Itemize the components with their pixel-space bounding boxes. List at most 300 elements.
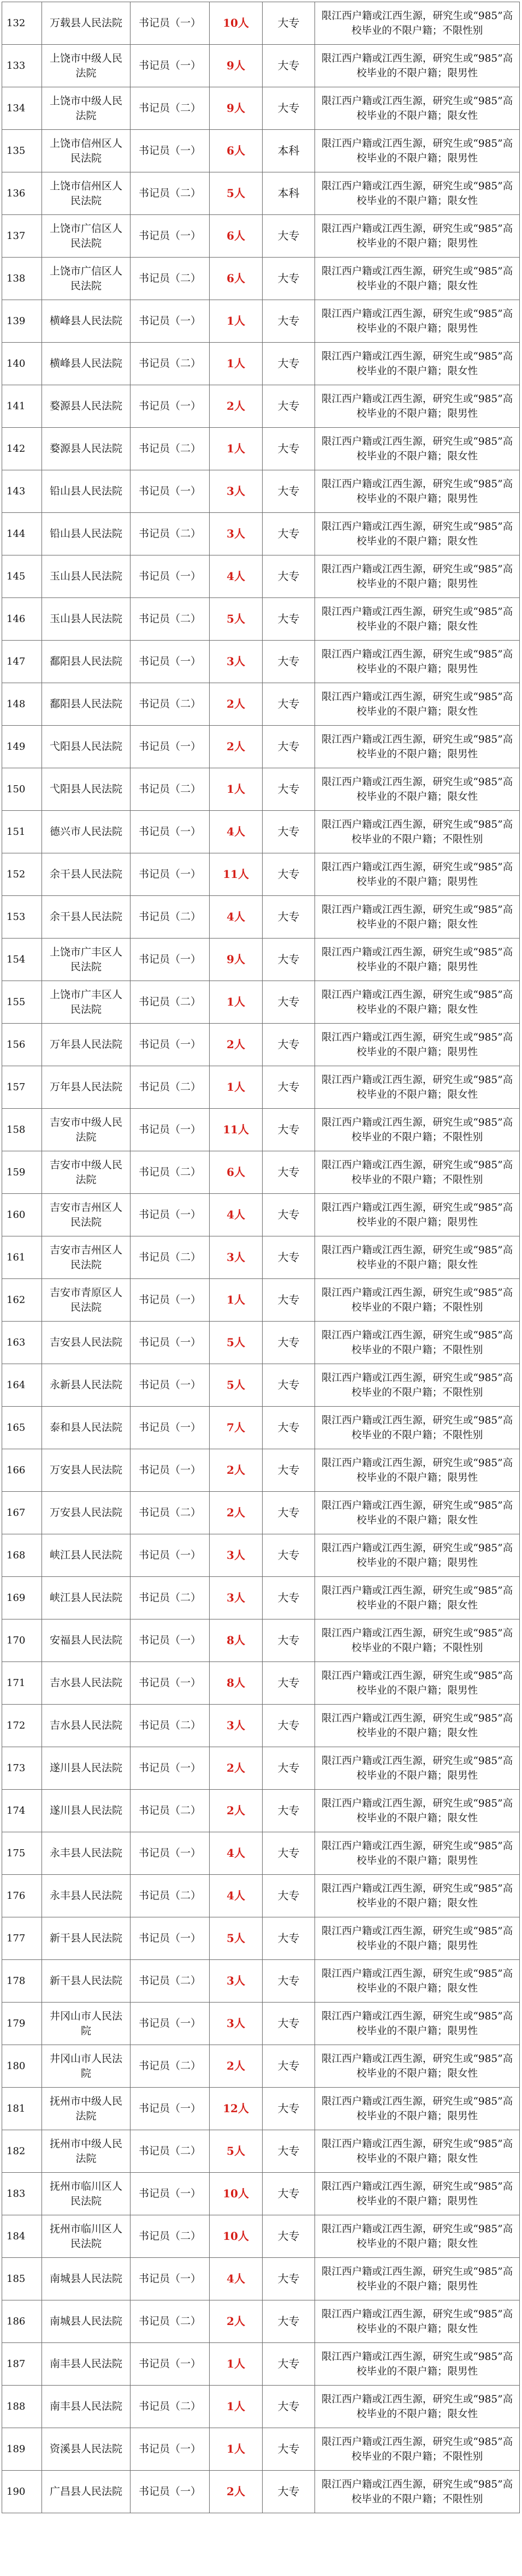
row-number: 171 (2, 1662, 42, 1705)
education-requirement: 大专 (263, 1705, 315, 1747)
position-title: 书记员（一） (130, 2471, 210, 2513)
court-name: 抚州市中级人民法院 (42, 2088, 130, 2130)
eligibility-note: 限江西户籍或江西生源，研究生或“985”高校毕业的不限户籍；限女性 (315, 768, 520, 811)
position-title: 书记员（一） (130, 811, 210, 853)
position-title: 书记员（一） (130, 215, 210, 258)
eligibility-note: 限江西户籍或江西生源，研究生或“985”高校毕业的不限户籍；不限性别 (315, 2, 520, 45)
quota-count: 2人 (210, 726, 263, 768)
table-row (2, 1960, 520, 2003)
court-name: 吉安市吉州区人民法院 (42, 1236, 130, 1279)
quota-count: 2人 (210, 1492, 263, 1534)
table-row (2, 87, 520, 130)
position-title: 书记员（一） (130, 555, 210, 598)
row-number: 147 (2, 641, 42, 683)
eligibility-note: 限江西户籍或江西生源，研究生或“985”高校毕业的不限户籍；限女性 (315, 1577, 520, 1619)
education-requirement: 大专 (263, 1151, 315, 1194)
education-requirement: 大专 (263, 683, 315, 726)
court-name: 横峰县人民法院 (42, 343, 130, 385)
row-number: 190 (2, 2471, 42, 2513)
education-requirement: 大专 (263, 2088, 315, 2130)
court-name: 上饶市信州区人民法院 (42, 172, 130, 215)
education-requirement: 大专 (263, 939, 315, 981)
education-requirement: 大专 (263, 1279, 315, 1322)
court-name: 遂川县人民法院 (42, 1790, 130, 1832)
position-title: 书记员（一） (130, 1534, 210, 1577)
recruitment-table (2, 2, 520, 2513)
position-title: 书记员（一） (130, 853, 210, 896)
eligibility-note: 限江西户籍或江西生源，研究生或“985”高校毕业的不限户籍；限男性 (315, 300, 520, 343)
position-title: 书记员（一） (130, 1279, 210, 1322)
court-name: 铅山县人民法院 (42, 470, 130, 513)
court-name: 南城县人民法院 (42, 2300, 130, 2343)
table-row (2, 683, 520, 726)
position-title: 书记员（一） (130, 1747, 210, 1790)
quota-count: 7人 (210, 1407, 263, 1449)
table-row (2, 1024, 520, 1066)
row-number: 153 (2, 896, 42, 939)
position-title: 书记员（一） (130, 45, 210, 87)
quota-count: 3人 (210, 1534, 263, 1577)
position-title: 书记员（二） (130, 343, 210, 385)
eligibility-note: 限江西户籍或江西生源，研究生或“985”高校毕业的不限户籍；限女性 (315, 598, 520, 641)
position-title: 书记员（二） (130, 87, 210, 130)
position-title: 书记员（二） (130, 258, 210, 300)
row-number: 170 (2, 1619, 42, 1662)
table-row (2, 215, 520, 258)
court-name: 吉水县人民法院 (42, 1662, 130, 1705)
quota-count: 10人 (210, 2, 263, 45)
quota-count: 5人 (210, 598, 263, 641)
education-requirement: 大专 (263, 385, 315, 428)
table-row (2, 172, 520, 215)
court-name: 上饶市广丰区人民法院 (42, 939, 130, 981)
row-number: 134 (2, 87, 42, 130)
eligibility-note: 限江西户籍或江西生源，研究生或“985”高校毕业的不限户籍；限男性 (315, 726, 520, 768)
court-name: 南丰县人民法院 (42, 2386, 130, 2428)
row-number: 151 (2, 811, 42, 853)
row-number: 152 (2, 853, 42, 896)
eligibility-note: 限江西户籍或江西生源，研究生或“985”高校毕业的不限户籍；限女性 (315, 2215, 520, 2258)
quota-count: 2人 (210, 1449, 263, 1492)
position-title: 书记员（一） (130, 2428, 210, 2471)
position-title: 书记员（一） (130, 2258, 210, 2300)
row-number: 160 (2, 1194, 42, 1236)
education-requirement: 大专 (263, 300, 315, 343)
table-row (2, 2343, 520, 2386)
table-row (2, 2428, 520, 2471)
row-number: 163 (2, 1322, 42, 1364)
court-name: 横峰县人民法院 (42, 300, 130, 343)
court-name: 井冈山市人民法院 (42, 2045, 130, 2088)
education-requirement: 大专 (263, 768, 315, 811)
eligibility-note: 限江西户籍或江西生源，研究生或“985”高校毕业的不限户籍；限男性 (315, 1024, 520, 1066)
position-title: 书记员（二） (130, 513, 210, 555)
education-requirement: 大专 (263, 1322, 315, 1364)
position-title: 书记员（二） (130, 598, 210, 641)
eligibility-note: 限江西户籍或江西生源，研究生或“985”高校毕业的不限户籍；限女性 (315, 258, 520, 300)
quota-count: 4人 (210, 1194, 263, 1236)
education-requirement: 大专 (263, 87, 315, 130)
eligibility-note: 限江西户籍或江西生源，研究生或“985”高校毕业的不限户籍；限女性 (315, 1790, 520, 1832)
education-requirement: 大专 (263, 2343, 315, 2386)
quota-count: 5人 (210, 1917, 263, 1960)
court-name: 广昌县人民法院 (42, 2471, 130, 2513)
education-requirement: 大专 (263, 470, 315, 513)
court-name: 上饶市中级人民法院 (42, 87, 130, 130)
education-requirement: 大专 (263, 1619, 315, 1662)
court-name: 余干县人民法院 (42, 853, 130, 896)
education-requirement: 大专 (263, 811, 315, 853)
court-name: 南丰县人民法院 (42, 2343, 130, 2386)
quota-count: 8人 (210, 1619, 263, 1662)
row-number: 165 (2, 1407, 42, 1449)
eligibility-note: 限江西户籍或江西生源，研究生或“985”高校毕业的不限户籍；限男性 (315, 385, 520, 428)
position-title: 书记员（一） (130, 385, 210, 428)
row-number: 189 (2, 2428, 42, 2471)
row-number: 164 (2, 1364, 42, 1407)
quota-count: 5人 (210, 2130, 263, 2173)
row-number: 180 (2, 2045, 42, 2088)
row-number: 183 (2, 2173, 42, 2215)
position-title: 书记员（一） (130, 1832, 210, 1875)
court-name: 铅山县人民法院 (42, 513, 130, 555)
court-name: 婺源县人民法院 (42, 428, 130, 470)
table-row (2, 1619, 520, 1662)
education-requirement: 大专 (263, 2215, 315, 2258)
position-title: 书记员（二） (130, 2215, 210, 2258)
table-row (2, 1066, 520, 1109)
table-row (2, 470, 520, 513)
court-name: 抚州市临川区人民法院 (42, 2173, 130, 2215)
quota-count: 4人 (210, 1875, 263, 1917)
row-number: 175 (2, 1832, 42, 1875)
position-title: 书记员（一） (130, 2173, 210, 2215)
row-number: 143 (2, 470, 42, 513)
eligibility-note: 限江西户籍或江西生源，研究生或“985”高校毕业的不限户籍；限男性 (315, 1832, 520, 1875)
quota-count: 1人 (210, 2343, 263, 2386)
education-requirement: 大专 (263, 641, 315, 683)
position-title: 书记员（一） (130, 1194, 210, 1236)
eligibility-note: 限江西户籍或江西生源，研究生或“985”高校毕业的不限户籍；限男性 (315, 470, 520, 513)
court-name: 玉山县人民法院 (42, 555, 130, 598)
education-requirement: 大专 (263, 1577, 315, 1619)
court-name: 遂川县人民法院 (42, 1747, 130, 1790)
education-requirement: 大专 (263, 555, 315, 598)
table-body (2, 2, 520, 2513)
quota-count: 9人 (210, 939, 263, 981)
education-requirement: 大专 (263, 2, 315, 45)
position-title: 书记员（一） (130, 726, 210, 768)
quota-count: 4人 (210, 1832, 263, 1875)
row-number: 174 (2, 1790, 42, 1832)
position-title: 书记员（二） (130, 2386, 210, 2428)
row-number: 177 (2, 1917, 42, 1960)
table-row (2, 1194, 520, 1236)
eligibility-note: 限江西户籍或江西生源，研究生或“985”高校毕业的不限户籍；限女性 (315, 2386, 520, 2428)
court-name: 万载县人民法院 (42, 2, 130, 45)
table-row (2, 1917, 520, 1960)
quota-count: 8人 (210, 1662, 263, 1705)
court-name: 余干县人民法院 (42, 896, 130, 939)
education-requirement: 大专 (263, 1066, 315, 1109)
court-name: 上饶市中级人民法院 (42, 45, 130, 87)
position-title: 书记员（二） (130, 896, 210, 939)
quota-count: 4人 (210, 896, 263, 939)
eligibility-note: 限江西户籍或江西生源，研究生或“985”高校毕业的不限户籍；限男性 (315, 641, 520, 683)
table-row (2, 513, 520, 555)
court-name: 永丰县人民法院 (42, 1875, 130, 1917)
quota-count: 11人 (210, 1109, 263, 1151)
court-name: 抚州市临川区人民法院 (42, 2215, 130, 2258)
education-requirement: 大专 (263, 1236, 315, 1279)
row-number: 178 (2, 1960, 42, 2003)
court-name: 吉水县人民法院 (42, 1705, 130, 1747)
position-title: 书记员（二） (130, 683, 210, 726)
education-requirement: 大专 (263, 1534, 315, 1577)
row-number: 162 (2, 1279, 42, 1322)
position-title: 书记员（一） (130, 1449, 210, 1492)
eligibility-note: 限江西户籍或江西生源，研究生或“985”高校毕业的不限户籍；限女性 (315, 1236, 520, 1279)
eligibility-note: 限江西户籍或江西生源，研究生或“985”高校毕业的不限户籍；限男性 (315, 555, 520, 598)
row-number: 137 (2, 215, 42, 258)
eligibility-note: 限江西户籍或江西生源，研究生或“985”高校毕业的不限户籍；限男性 (315, 1747, 520, 1790)
table-row (2, 939, 520, 981)
court-name: 玉山县人民法院 (42, 598, 130, 641)
court-name: 万年县人民法院 (42, 1024, 130, 1066)
position-title: 书记员（一） (130, 1364, 210, 1407)
quota-count: 3人 (210, 1236, 263, 1279)
position-title: 书记员（二） (130, 1151, 210, 1194)
education-requirement: 大专 (263, 2258, 315, 2300)
quota-count: 1人 (210, 428, 263, 470)
eligibility-note: 限江西户籍或江西生源，研究生或“985”高校毕业的不限户籍；不限性别 (315, 1322, 520, 1364)
position-title: 书记员（一） (130, 130, 210, 172)
education-requirement: 大专 (263, 896, 315, 939)
table-row (2, 981, 520, 1024)
table-row (2, 385, 520, 428)
table-row (2, 555, 520, 598)
court-name: 永丰县人民法院 (42, 1832, 130, 1875)
court-name: 永新县人民法院 (42, 1364, 130, 1407)
quota-count: 1人 (210, 981, 263, 1024)
row-number: 154 (2, 939, 42, 981)
eligibility-note: 限江西户籍或江西生源，研究生或“985”高校毕业的不限户籍；限女性 (315, 172, 520, 215)
table-row (2, 1322, 520, 1364)
eligibility-note: 限江西户籍或江西生源，研究生或“985”高校毕业的不限户籍；限女性 (315, 513, 520, 555)
court-name: 资溪县人民法院 (42, 2428, 130, 2471)
position-title: 书记员（一） (130, 2343, 210, 2386)
position-title: 书记员（二） (130, 1875, 210, 1917)
row-number: 156 (2, 1024, 42, 1066)
education-requirement: 大专 (263, 1407, 315, 1449)
table-row (2, 1662, 520, 1705)
quota-count: 5人 (210, 1322, 263, 1364)
quota-count: 4人 (210, 555, 263, 598)
eligibility-note: 限江西户籍或江西生源，研究生或“985”高校毕业的不限户籍；限女性 (315, 2130, 520, 2173)
court-name: 抚州市中级人民法院 (42, 2130, 130, 2173)
row-number: 145 (2, 555, 42, 598)
row-number: 142 (2, 428, 42, 470)
position-title: 书记员（二） (130, 2130, 210, 2173)
table-row (2, 1364, 520, 1407)
court-name: 弋阳县人民法院 (42, 768, 130, 811)
court-name: 万安县人民法院 (42, 1449, 130, 1492)
row-number: 167 (2, 1492, 42, 1534)
eligibility-note: 限江西户籍或江西生源，研究生或“985”高校毕业的不限户籍；限女性 (315, 1960, 520, 2003)
education-requirement: 大专 (263, 598, 315, 641)
position-title: 书记员（一） (130, 1619, 210, 1662)
eligibility-note: 限江西户籍或江西生源，研究生或“985”高校毕业的不限户籍；限男性 (315, 2003, 520, 2045)
quota-count: 1人 (210, 300, 263, 343)
position-title: 书记员（二） (130, 1960, 210, 2003)
quota-count: 4人 (210, 811, 263, 853)
education-requirement: 大专 (263, 1364, 315, 1407)
education-requirement: 大专 (263, 428, 315, 470)
eligibility-note: 限江西户籍或江西生源，研究生或“985”高校毕业的不限户籍；不限性别 (315, 2428, 520, 2471)
quota-count: 6人 (210, 130, 263, 172)
court-name: 新干县人民法院 (42, 1960, 130, 2003)
court-name: 泰和县人民法院 (42, 1407, 130, 1449)
education-requirement: 大专 (263, 726, 315, 768)
court-name: 吉安县人民法院 (42, 1322, 130, 1364)
court-name: 吉安市青原区人民法院 (42, 1279, 130, 1322)
table-row (2, 45, 520, 87)
position-title: 书记员（一） (130, 1407, 210, 1449)
row-number: 166 (2, 1449, 42, 1492)
position-title: 书记员（二） (130, 1492, 210, 1534)
row-number: 149 (2, 726, 42, 768)
table-row (2, 1747, 520, 1790)
table-row (2, 641, 520, 683)
education-requirement: 大专 (263, 513, 315, 555)
table-row (2, 2, 520, 45)
quota-count: 9人 (210, 45, 263, 87)
position-title: 书记员（二） (130, 172, 210, 215)
table-row (2, 1534, 520, 1577)
eligibility-note: 限江西户籍或江西生源，研究生或“985”高校毕业的不限户籍；限男性 (315, 939, 520, 981)
eligibility-note: 限江西户籍或江西生源，研究生或“985”高校毕业的不限户籍；不限性别 (315, 1407, 520, 1449)
quota-count: 1人 (210, 1279, 263, 1322)
quota-count: 2人 (210, 385, 263, 428)
table-row (2, 726, 520, 768)
quota-count: 3人 (210, 1960, 263, 2003)
eligibility-note: 限江西户籍或江西生源，研究生或“985”高校毕业的不限户籍；不限性别 (315, 2471, 520, 2513)
court-name: 吉安市中级人民法院 (42, 1109, 130, 1151)
eligibility-note: 限江西户籍或江西生源，研究生或“985”高校毕业的不限户籍；限男性 (315, 1662, 520, 1705)
education-requirement: 大专 (263, 2130, 315, 2173)
position-title: 书记员（一） (130, 300, 210, 343)
row-number: 157 (2, 1066, 42, 1109)
court-name: 新干县人民法院 (42, 1917, 130, 1960)
court-name: 上饶市信州区人民法院 (42, 130, 130, 172)
row-number: 141 (2, 385, 42, 428)
table-row (2, 1832, 520, 1875)
education-requirement: 大专 (263, 343, 315, 385)
row-number: 144 (2, 513, 42, 555)
education-requirement: 大专 (263, 2300, 315, 2343)
court-name: 上饶市广丰区人民法院 (42, 981, 130, 1024)
court-name: 上饶市广信区人民法院 (42, 258, 130, 300)
position-title: 书记员（二） (130, 981, 210, 1024)
education-requirement: 大专 (263, 1194, 315, 1236)
eligibility-note: 限江西户籍或江西生源，研究生或“985”高校毕业的不限户籍；限女性 (315, 428, 520, 470)
table-row (2, 1790, 520, 1832)
quota-count: 3人 (210, 470, 263, 513)
table-row (2, 598, 520, 641)
table-row (2, 2386, 520, 2428)
table-row (2, 2300, 520, 2343)
eligibility-note: 限江西户籍或江西生源，研究生或“985”高校毕业的不限户籍；限男性 (315, 1917, 520, 1960)
eligibility-note: 限江西户籍或江西生源，研究生或“985”高校毕业的不限户籍；限男性 (315, 45, 520, 87)
quota-count: 9人 (210, 87, 263, 130)
quota-count: 3人 (210, 1705, 263, 1747)
row-number: 146 (2, 598, 42, 641)
table-row (2, 300, 520, 343)
education-requirement: 大专 (263, 1662, 315, 1705)
position-title: 书记员（一） (130, 1322, 210, 1364)
eligibility-note: 限江西户籍或江西生源，研究生或“985”高校毕业的不限户籍；限女性 (315, 896, 520, 939)
eligibility-note: 限江西户籍或江西生源，研究生或“985”高校毕业的不限户籍；限女性 (315, 1705, 520, 1747)
table-row (2, 2258, 520, 2300)
table-row (2, 853, 520, 896)
row-number: 161 (2, 1236, 42, 1279)
quota-count: 2人 (210, 2045, 263, 2088)
table-row (2, 1109, 520, 1151)
education-requirement: 本科 (263, 172, 315, 215)
education-requirement: 大专 (263, 1917, 315, 1960)
education-requirement: 大专 (263, 1875, 315, 1917)
court-name: 峡江县人民法院 (42, 1534, 130, 1577)
court-name: 万安县人民法院 (42, 1492, 130, 1534)
table-row (2, 811, 520, 853)
eligibility-note: 限江西户籍或江西生源，研究生或“985”高校毕业的不限户籍；限男性 (315, 130, 520, 172)
education-requirement: 大专 (263, 1960, 315, 2003)
position-title: 书记员（一） (130, 2088, 210, 2130)
table-row (2, 1875, 520, 1917)
education-requirement: 大专 (263, 981, 315, 1024)
row-number: 148 (2, 683, 42, 726)
eligibility-note: 限江西户籍或江西生源，研究生或“985”高校毕业的不限户籍；不限性别 (315, 1151, 520, 1194)
row-number: 132 (2, 2, 42, 45)
row-number: 172 (2, 1705, 42, 1747)
court-name: 德兴市人民法院 (42, 811, 130, 853)
quota-count: 2人 (210, 1790, 263, 1832)
education-requirement: 大专 (263, 1109, 315, 1151)
row-number: 158 (2, 1109, 42, 1151)
quota-count: 10人 (210, 2173, 263, 2215)
court-name: 上饶市广信区人民法院 (42, 215, 130, 258)
eligibility-note: 限江西户籍或江西生源，研究生或“985”高校毕业的不限户籍；不限性别 (315, 1619, 520, 1662)
eligibility-note: 限江西户籍或江西生源，研究生或“985”高校毕业的不限户籍；限女性 (315, 2045, 520, 2088)
education-requirement: 大专 (263, 1832, 315, 1875)
row-number: 186 (2, 2300, 42, 2343)
table-row (2, 2003, 520, 2045)
eligibility-note: 限江西户籍或江西生源，研究生或“985”高校毕业的不限户籍；不限性别 (315, 811, 520, 853)
position-title: 书记员（一） (130, 939, 210, 981)
eligibility-note: 限江西户籍或江西生源，研究生或“985”高校毕业的不限户籍；不限性别 (315, 1364, 520, 1407)
row-number: 185 (2, 2258, 42, 2300)
education-requirement: 大专 (263, 853, 315, 896)
row-number: 173 (2, 1747, 42, 1790)
eligibility-note: 限江西户籍或江西生源，研究生或“985”高校毕业的不限户籍；限男性 (315, 215, 520, 258)
eligibility-note: 限江西户籍或江西生源，研究生或“985”高校毕业的不限户籍；限男性 (315, 2173, 520, 2215)
position-title: 书记员（二） (130, 2045, 210, 2088)
row-number: 159 (2, 1151, 42, 1194)
position-title: 书记员（一） (130, 641, 210, 683)
quota-count: 5人 (210, 1364, 263, 1407)
eligibility-note: 限江西户籍或江西生源，研究生或“985”高校毕业的不限户籍；限男性 (315, 2258, 520, 2300)
row-number: 150 (2, 768, 42, 811)
